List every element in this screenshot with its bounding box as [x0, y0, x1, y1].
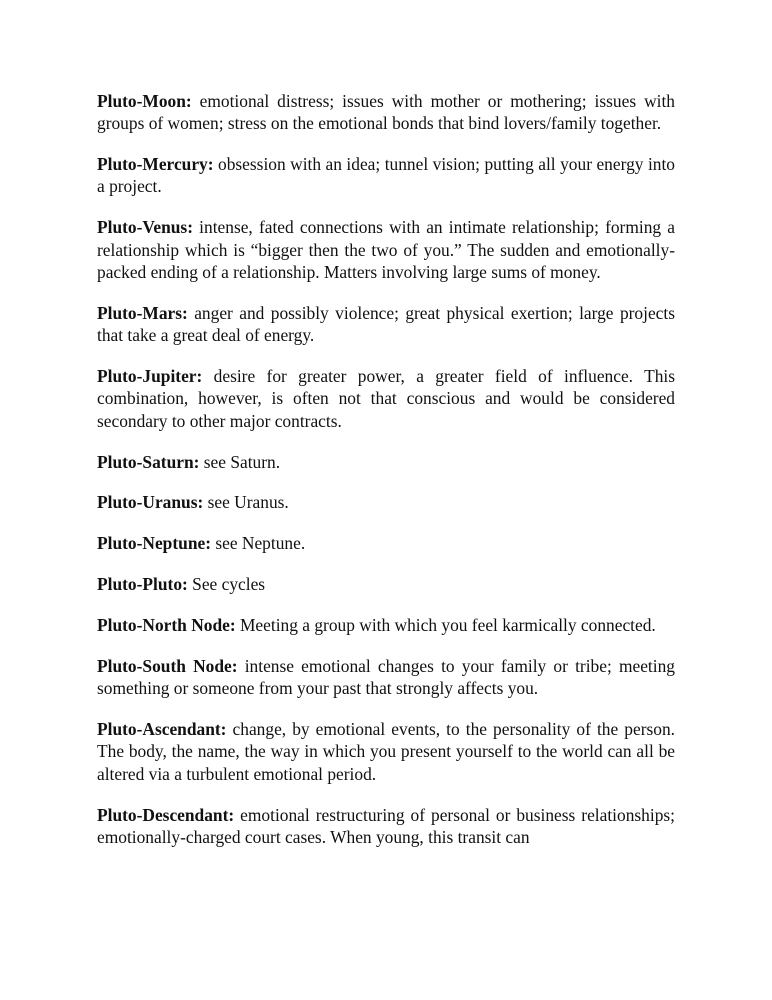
entry-description: intense emotional changes to your family or tribe; meeting something or someone from your past that strongly affects you.: [97, 655, 675, 699]
entry-term: Pluto-Mars:: [97, 302, 188, 323]
entry-description: emotional restructuring of personal or business relationships; emotionally-charged court cases. When young, this transit can: [97, 804, 675, 847]
entry-description: desire for greater power, a greater field of influence. This combination, however, is often not that conscious and would be considered secondary to other major contracts.: [97, 366, 675, 431]
entry-pluto-north-node: [97, 614, 675, 636]
entry-pluto-uranus: [97, 491, 675, 513]
entry-description: intense, fated connections with an intimate relationship; forming a relationship which is “bigger then the two of you.” The sudden and emotionally-packed ending of a relationship. Matters involving large sums of money.: [97, 217, 675, 282]
entry-pluto-pluto: [97, 573, 675, 595]
entry-term: Pluto-Pluto:: [97, 574, 188, 595]
entry-term: Pluto-Uranus:: [97, 492, 204, 513]
entry-description: obsession with an idea; tunnel vision; putting all your energy into a project.: [97, 154, 675, 197]
entry-term: Pluto-Neptune:: [97, 533, 211, 554]
entry-term: Pluto-Venus:: [97, 217, 193, 238]
entry-pluto-neptune: [97, 532, 675, 554]
entry-description: change, by emotional events, to the personality of the person. The body, the name, the way in which you present yourself to the world can all be altered via a turbulent emotional period.: [97, 719, 675, 784]
entry-description: Meeting a group with which you feel karmically connected.: [235, 615, 656, 636]
entry-pluto-mars: [97, 302, 675, 347]
entry-pluto-saturn: [97, 451, 675, 473]
entry-term: Pluto-Saturn:: [97, 451, 200, 472]
entry-term: Pluto-Jupiter:: [97, 366, 203, 387]
entry-pluto-venus: [97, 216, 675, 283]
entry-pluto-moon: [97, 90, 675, 135]
document-page: [97, 90, 675, 848]
entry-description: anger and possibly violence; great physical exertion; large projects that take a great deal of energy.: [97, 302, 675, 346]
entry-term: Pluto-Ascendant:: [97, 719, 227, 740]
entry-pluto-mercury: [97, 153, 675, 198]
entry-term: Pluto-Moon:: [97, 91, 192, 111]
entry-description: See cycles: [187, 574, 266, 595]
entry-pluto-jupiter: [97, 365, 675, 432]
entry-pluto-south-node: [97, 655, 675, 700]
entry-description: emotional distress; issues with mother or mothering; issues with groups of women; stress on the emotional bonds that bind lovers/family together.: [97, 91, 675, 134]
entry-term: Pluto-Descendant:: [97, 804, 235, 825]
entry-term: Pluto-South Node:: [97, 655, 238, 676]
entry-term: Pluto-Mercury:: [97, 154, 214, 175]
entry-term: Pluto-North Node:: [97, 615, 236, 636]
entry-description: see Uranus.: [203, 492, 289, 513]
entry-description: see Saturn.: [199, 451, 281, 472]
entry-description: see Neptune.: [211, 533, 306, 554]
entry-pluto-ascendant: [97, 718, 675, 785]
entry-pluto-descendant: [97, 804, 675, 849]
